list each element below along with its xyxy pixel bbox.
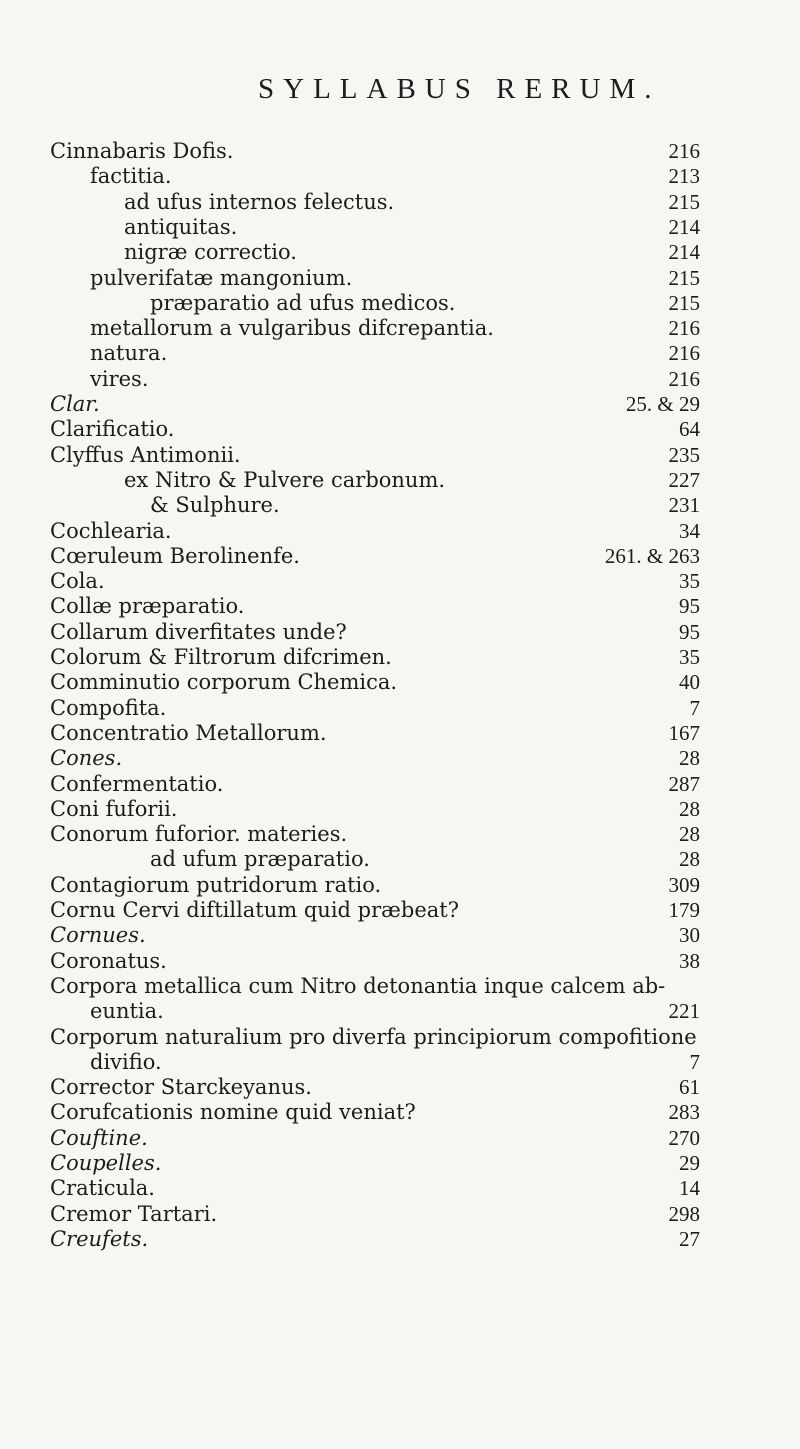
entry-text: antiquitas.	[124, 214, 238, 239]
index-entry	[0, 669, 800, 696]
entry-text: ad ufum præparatio.	[150, 847, 370, 872]
entry-text: Couftine.	[50, 1125, 148, 1150]
entry-text: Conorum fuforior. materies.	[50, 822, 348, 847]
entry-page-number: 216	[668, 139, 700, 163]
index-entry	[0, 1201, 800, 1228]
index-entry	[0, 1125, 800, 1152]
entry-text: præparatio ad ufus medicos.	[150, 290, 456, 315]
index-entry	[0, 644, 800, 671]
entry-text: Cœruleum Berolinenfe.	[50, 543, 300, 568]
index-entry	[0, 416, 800, 443]
index-entry	[0, 745, 800, 772]
entry-page-number: 95	[679, 594, 700, 619]
entry-text: Collæ præparatio.	[50, 594, 245, 619]
index-entry	[0, 872, 800, 899]
index-entry	[0, 1175, 800, 1202]
entry-page-number: 215	[668, 265, 700, 290]
entry-page-number: 214	[668, 240, 700, 265]
entry-text: Corpora metallica cum Nitro detonantia inque calcem ab-	[50, 973, 666, 998]
entry-page-number: 30	[679, 923, 700, 948]
index-entry	[0, 973, 800, 1000]
page-title: SYLLABUS RERUM.	[258, 73, 661, 105]
entry-page-number: 235	[668, 442, 700, 467]
entry-text: Cola.	[50, 569, 105, 594]
entry-page-number: 227	[668, 467, 700, 492]
entry-page-number: 28	[679, 847, 700, 872]
index-entry	[0, 720, 800, 747]
entry-text: Compofita.	[50, 695, 167, 720]
entry-text: factitia.	[90, 164, 172, 189]
index-entry	[0, 1150, 800, 1177]
entry-page-number: 215	[668, 290, 700, 315]
index-entry	[0, 492, 800, 519]
entry-text: Cochlearia.	[50, 518, 172, 543]
entry-page-number: 231	[668, 493, 700, 518]
index-entry	[0, 239, 800, 266]
entry-page-number: 261. & 263	[604, 543, 700, 568]
index-entry	[0, 1226, 800, 1253]
entry-text: pulverifatæ mangonium.	[90, 265, 353, 290]
index-entry	[0, 543, 800, 570]
entry-text: ex Nitro & Pulvere carbonum.	[124, 467, 446, 492]
index-entry	[0, 1049, 800, 1076]
entry-text: Coronatus.	[50, 948, 167, 973]
entry-page-number: 14	[679, 1176, 700, 1201]
entry-page-number: 270	[668, 1125, 700, 1150]
entry-text: metallorum a vulgaribus difcrepantia.	[90, 316, 494, 341]
entry-page-number: 309	[668, 872, 700, 897]
entry-text: ad ufus internos felectus.	[124, 189, 395, 214]
entry-page-number: 214	[668, 214, 700, 239]
index-entry	[0, 796, 800, 823]
index-entry	[0, 265, 800, 292]
index-entry	[0, 467, 800, 494]
entry-page-number: 7	[689, 1049, 700, 1074]
entry-text: Coupelles.	[50, 1151, 162, 1175]
entry-page-number: 167	[668, 720, 700, 745]
index-entry	[0, 442, 800, 469]
entry-text: Cornues.	[50, 923, 146, 948]
entry-page-number: 179	[668, 898, 700, 922]
index-entry	[0, 315, 800, 342]
index-entry	[0, 593, 800, 620]
entry-text: Creufets.	[50, 1226, 149, 1251]
entry-page-number: 61	[679, 1075, 700, 1100]
entry-text: Cornu Cervi diftillatum quid præbeat?	[50, 898, 459, 922]
entry-text: vires.	[90, 366, 149, 391]
entry-text: Comminutio corporum Chemica.	[50, 670, 398, 695]
entry-page-number: 28	[679, 796, 700, 821]
entry-page-number: 216	[668, 341, 700, 366]
entry-text: Confermentatio.	[50, 771, 224, 796]
entry-text: Clarificatio.	[50, 417, 175, 442]
index-entry	[0, 568, 800, 595]
entry-page-number: 298	[668, 1201, 700, 1226]
entry-page-number: 283	[668, 1100, 700, 1125]
entry-text: Coni fuforii.	[50, 796, 178, 821]
entry-page-number: 216	[668, 366, 700, 391]
entry-text: Corrector Starckeyanus.	[50, 1075, 312, 1100]
entry-page-number: 29	[679, 1151, 700, 1175]
entry-page-number: 221	[668, 999, 700, 1024]
entry-text: Clar.	[50, 392, 100, 416]
index-entry	[0, 1099, 800, 1126]
entry-text: Corufcationis nomine quid veniat?	[50, 1100, 416, 1125]
entry-page-number: 28	[679, 822, 700, 847]
entry-text: Cremor Tartari.	[50, 1201, 218, 1226]
entry-text: divifio.	[90, 1049, 162, 1074]
index-entry	[0, 922, 800, 949]
entry-text: Cinnabaris Dofis.	[50, 139, 234, 163]
index-entry	[0, 290, 800, 317]
index-entry	[0, 846, 800, 873]
index-entry	[0, 340, 800, 367]
entry-page-number: 213	[668, 164, 700, 189]
index-entry	[0, 948, 800, 975]
entry-page-number: 216	[668, 316, 700, 341]
index-entry	[0, 138, 800, 165]
index-entry	[0, 821, 800, 848]
entry-text: euntia.	[90, 999, 164, 1024]
index-entry	[0, 214, 800, 241]
entry-page-number: 287	[668, 771, 700, 796]
index-entry	[0, 619, 800, 646]
entry-page-number: 38	[679, 948, 700, 973]
index-entry	[0, 1074, 800, 1101]
entry-page-number: 25. & 29	[625, 392, 700, 416]
index-entry	[0, 391, 800, 418]
entry-page-number: 35	[679, 569, 700, 594]
entry-text: Clyffus Antimonii.	[50, 442, 241, 467]
entry-text: & Sulphure.	[150, 493, 280, 518]
index-entry	[0, 897, 800, 924]
entry-page-number: 28	[679, 746, 700, 771]
index-entry	[0, 1024, 800, 1051]
entry-page-number: 7	[689, 695, 700, 720]
index-entry	[0, 163, 800, 190]
entry-page-number: 40	[679, 670, 700, 695]
entry-page-number: 27	[679, 1226, 700, 1251]
index-entry	[0, 998, 800, 1025]
entry-text: Craticula.	[50, 1176, 155, 1201]
entry-text: Cones.	[50, 746, 123, 771]
entry-text: Corporum naturalium pro diverfa principiorum compofitione	[50, 1024, 697, 1049]
entry-page-number: 34	[679, 518, 700, 543]
index-entry	[0, 366, 800, 393]
entry-text: nigræ correctio.	[124, 240, 297, 265]
entry-text: natura.	[90, 341, 168, 366]
entry-page-number: 35	[679, 645, 700, 669]
entry-page-number: 64	[679, 417, 700, 442]
entry-page-number: 215	[668, 189, 700, 214]
index-entry	[0, 189, 800, 216]
index-entry	[0, 695, 800, 722]
entry-text: Concentratio Metallorum.	[50, 720, 327, 745]
entry-page-number: 95	[679, 619, 700, 644]
index-entry	[0, 518, 800, 545]
entry-text: Collarum diverfitates unde?	[50, 619, 347, 644]
entry-text: Contagiorum putridorum ratio.	[50, 872, 382, 897]
entry-text: Colorum & Filtrorum difcrimen.	[50, 645, 392, 669]
index-entry	[0, 771, 800, 798]
